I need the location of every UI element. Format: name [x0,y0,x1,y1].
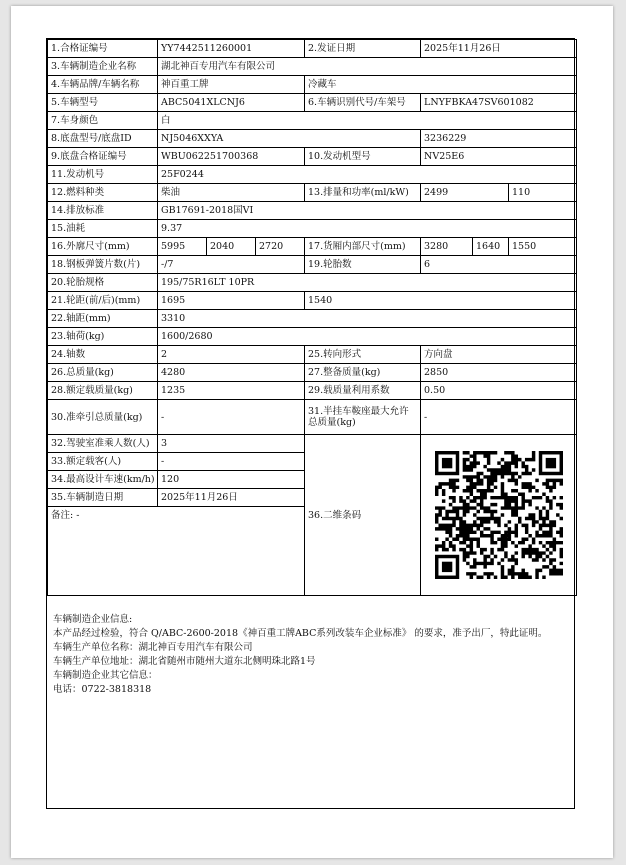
field-label: 30.准牵引总质量(kg) [48,400,158,435]
field-label: 13.排量和功率(ml/kW) [305,184,421,202]
field-label: 11.发动机号 [48,166,158,184]
max-speed: 120 [158,471,305,489]
field-label: 32.驾驶室准乘人数(人) [48,435,158,453]
table-row [48,130,577,148]
field-label: 29.载质量利用系数 [305,382,421,400]
displacement: 2499 [421,184,509,202]
outer-height: 2720 [256,238,305,256]
table-row [48,346,577,364]
cargo-width: 1640 [473,238,509,256]
vin: LNYFBKA47SV601082 [421,94,577,112]
fuel-type: 柴油 [158,184,305,202]
field-label: 2.发证日期 [305,40,421,58]
remarks-cell [48,507,305,596]
outer-width: 2040 [207,238,256,256]
field-label: 10.发动机型号 [305,148,421,166]
table-row [48,292,577,310]
steering-type: 方向盘 [421,346,577,364]
curb-mass: 2850 [421,364,577,382]
field-label: 23.轴荷(kg) [48,328,158,346]
table-row [48,364,577,382]
manufacture-date: 2025年11月26日 [158,489,305,507]
cargo-length: 3280 [421,238,473,256]
field-label: 22.轴距(mm) [48,310,158,328]
qr-modules [435,451,563,579]
certificate-table [47,39,577,596]
table-row [48,166,577,184]
vehicle-model: ABC5041XLCNJ6 [158,94,305,112]
field-label: 12.燃料种类 [48,184,158,202]
rear-track: 1540 [305,292,577,310]
table-row [48,274,577,292]
certificate-sheet [46,38,575,809]
axle-load: 1600/2680 [158,328,577,346]
field-label: 21.轮距(前/后)(mm) [48,292,158,310]
chassis-model: NJ5046XXYA [158,130,421,148]
issue-date: 2025年11月26日 [421,40,577,58]
other-info-heading: 车辆制造企业其它信息： [53,670,158,681]
remarks-label: 备注: [51,510,74,521]
table-row [48,184,577,202]
table-row [48,256,577,274]
load-coefficient: 0.50 [421,382,577,400]
gross-mass: 4280 [158,364,305,382]
producer-address: 车辆生产单位地址：湖北省随州市随州大道东北侧明珠北路1号 [53,656,316,667]
field-label: 35.车辆制造日期 [48,489,158,507]
field-label: 3.车辆制造企业名称 [48,58,158,76]
certificate-number: YY7442511260001 [158,40,305,58]
table-row [48,202,577,220]
info-heading: 车辆制造企业信息: [53,614,133,625]
manufacturer-name: 湖北神百专用汽车有限公司 [158,58,577,76]
chassis-id: 3236229 [421,130,577,148]
table-row [48,238,577,256]
field-label: 18.钢板弹簧片数(片) [48,256,158,274]
table-row [48,94,577,112]
remarks-value: - [76,510,80,521]
qr-finder-pattern [436,453,457,474]
field-label: 24.轴数 [48,346,158,364]
field-label: 16.外廓尺寸(mm) [48,238,158,256]
table-row [48,382,577,400]
body-color: 白 [158,112,577,130]
qr-code [435,451,563,579]
table-row [48,435,577,453]
field-label: 15.油耗 [48,220,158,238]
cab-occupants: 3 [158,435,305,453]
qr-cell [421,435,577,596]
chassis-cert-number: WBU062251700368 [158,148,305,166]
field-label: 6.车辆识别代号/车架号 [305,94,421,112]
table-row [48,400,577,435]
table-row [48,112,577,130]
field-label: 25.转向形式 [305,346,421,364]
field-label: 4.车辆品牌/车辆名称 [48,76,158,94]
phone-number: 电话：0722-3818318 [53,684,152,695]
front-track: 1695 [158,292,305,310]
field-label: 5.车辆型号 [48,94,158,112]
field-label: 34.最高设计车速(km/h) [48,471,158,489]
field-label: 36.二维条码 [305,435,421,596]
producer-name: 车辆生产单位名称：湖北神百专用汽车有限公司 [53,642,253,653]
rated-passengers: - [158,453,305,471]
compliance-statement: 本产品经过检验，符合 Q/ABC-2600-2018《神百重工牌ABC系列改装车企业标准》 的要求，准予出厂，特此证明。 [53,628,548,639]
table-row [48,58,577,76]
power: 110 [509,184,577,202]
document-page [11,6,613,858]
fuel-consumption: 9.37 [158,220,577,238]
tire-count: 6 [421,256,577,274]
field-label: 20.轮胎规格 [48,274,158,292]
vehicle-name: 冷藏车 [305,76,577,94]
engine-number: 25F0244 [158,166,577,184]
emission-standard: GB17691-2018国VI [158,202,577,220]
vehicle-brand: 神百重工牌 [158,76,305,94]
table-row [48,40,577,58]
field-label: 33.额定载客(人) [48,453,158,471]
table-row [48,310,577,328]
table-row [48,148,577,166]
field-label: 14.排放标准 [48,202,158,220]
table-row [48,328,577,346]
outer-length: 5995 [158,238,207,256]
wheelbase: 3310 [158,310,577,328]
table-row [48,220,577,238]
cargo-height: 1550 [509,238,577,256]
field-label: 19.轮胎数 [305,256,421,274]
field-label: 28.额定载质量(kg) [48,382,158,400]
axle-count: 2 [158,346,305,364]
field-label: 8.底盘型号/底盘ID [48,130,158,148]
leaf-springs: -/7 [158,256,305,274]
towing-mass: - [158,400,305,435]
qr-finder-pattern [540,453,561,474]
field-label: 31.半挂车鞍座最大允许总质量(kg) [305,400,421,435]
field-label: 9.底盘合格证编号 [48,148,158,166]
saddle-mass: - [421,400,577,435]
field-label: 17.货厢内部尺寸(mm) [305,238,421,256]
field-label: 27.整备质量(kg) [305,364,421,382]
field-label: 1.合格证编号 [48,40,158,58]
manufacturer-info [47,609,574,701]
engine-model: NV25E6 [421,148,577,166]
field-label: 26.总质量(kg) [48,364,158,382]
field-label: 7.车身颜色 [48,112,158,130]
table-row [48,76,577,94]
rated-load: 1235 [158,382,305,400]
tire-spec: 195/75R16LT 10PR [158,274,577,292]
qr-finder-pattern [436,557,457,578]
